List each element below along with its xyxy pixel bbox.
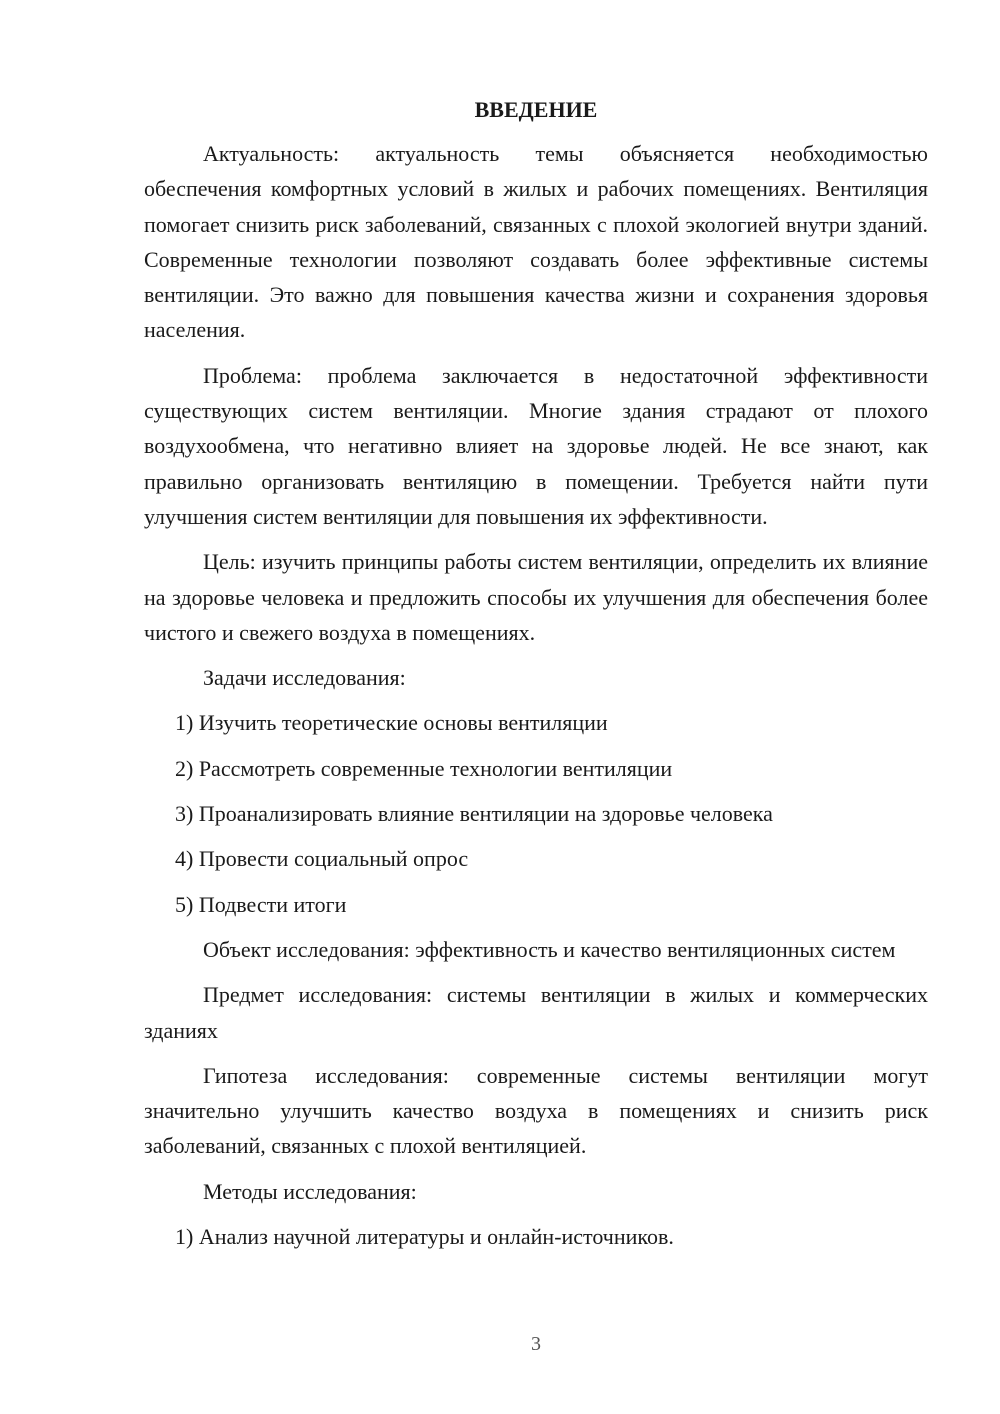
- task-item: 3) Проанализировать влияние вентиляции на здоровье человека: [175, 801, 773, 827]
- hypothesis-paragraph: Гипотеза исследования: современные системы вентиляции могут значительно улучшить качество воздуха в помещениях и снизить риск заболеваний, связанных с плохой вентиляцией.: [144, 1062, 928, 1159]
- methods-heading: Методы исследования:: [203, 1178, 417, 1204]
- goal-paragraph: Цель: изучить принципы работы систем вентиляции, определить их влияние на здоровье человека и предложить способы их улучшения для обеспечения более чистого и свежего воздуха в помещениях.: [144, 549, 928, 645]
- task-item: 5) Подвести итоги: [175, 891, 347, 917]
- task-item: 1) Изучить теоретические основы вентиляции: [175, 710, 608, 736]
- problem-paragraph: Проблема: проблема заключается в недостаточной эффективности существующих систем вентиляции. Многие здания страдают от плохого воздухообмена, что негативно влияет на здоровье людей. Не все знают, как правильно организовать вентиляцию в помещении. Требуется найти пути улучшения систем вентиляции для повышения их эффективности.: [144, 362, 928, 529]
- tasks-heading: Задачи исследования:: [203, 665, 406, 691]
- page-content: [144, 94, 928, 1264]
- method-item: 1) Анализ научной литературы и онлайн-источников.: [175, 1224, 674, 1250]
- subject-paragraph: Предмет исследования: системы вентиляции в жилых и коммерческих зданиях: [144, 982, 928, 1043]
- object-paragraph: Объект исследования: эффективность и качество вентиляционных систем: [203, 936, 896, 962]
- relevance-paragraph: Актуальность: актуальность темы объясняется необходимостью обеспечения комфортных условий в жилых и рабочих помещениях. Вентиляция помогает снизить риск заболеваний, связанных с плохой экологией внутри зданий. Современные технологии позволяют создавать более эффективные системы вентиляции. Это важно для повышения качества жизни и сохранения здоровья населения.: [144, 141, 928, 343]
- page-number-footer: [0, 1333, 1000, 1356]
- page-number: 3: [531, 1333, 541, 1355]
- page-title: ВВЕДЕНИЕ: [474, 97, 598, 122]
- task-item: 4) Провести социальный опрос: [175, 846, 469, 872]
- task-item: 2) Рассмотреть современные технологии вентиляции: [175, 755, 673, 781]
